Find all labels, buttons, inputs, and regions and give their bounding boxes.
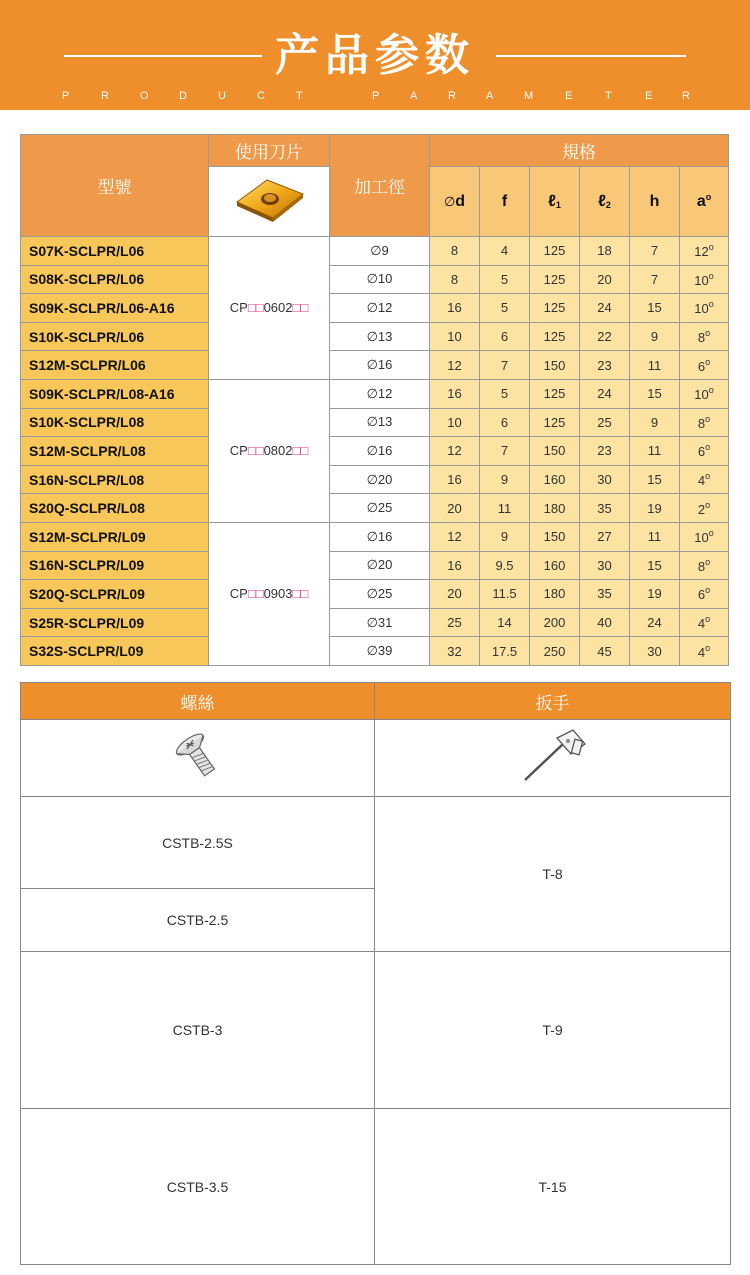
f-cell: 7 xyxy=(480,351,530,380)
spec-row xyxy=(21,608,729,637)
angle-value: 8 xyxy=(697,330,706,346)
f-cell: 4 xyxy=(480,237,530,266)
d-cell: 32 xyxy=(430,637,480,666)
h-cell: 11 xyxy=(630,351,680,380)
angle-value: 4 xyxy=(697,616,706,632)
screw-cell: CSTB-2.5S xyxy=(21,797,375,889)
angle-value: 10 xyxy=(694,272,709,288)
h-cell: 15 xyxy=(630,551,680,580)
d-cell: 12 xyxy=(430,437,480,466)
insert-placeholder-boxes: □□ xyxy=(247,300,264,316)
spec-row xyxy=(21,437,729,466)
sub-header-d-letter: d xyxy=(455,192,466,210)
f-cell: 9 xyxy=(480,465,530,494)
angle-cell xyxy=(680,237,729,266)
degree-mark: o xyxy=(705,614,711,625)
carbide-insert-icon xyxy=(229,172,309,226)
l1-cell: 125 xyxy=(530,294,580,323)
h-cell: 7 xyxy=(630,265,680,294)
degree-mark: o xyxy=(708,242,714,253)
sub-header-a-letter: a xyxy=(696,193,706,210)
spec-row xyxy=(21,494,729,523)
angle-cell xyxy=(680,551,729,580)
d-cell: 20 xyxy=(430,494,480,523)
degree-mark: o xyxy=(705,471,711,482)
bore-cell: ∅16 xyxy=(330,437,430,466)
degree-mark: o xyxy=(705,499,711,510)
banner-subtitle-letter: P xyxy=(62,90,70,102)
banner-subtitle-letter: E xyxy=(645,90,653,102)
insert-placeholder-boxes: □□ xyxy=(247,443,264,459)
model-cell: S12M-SCLPR/L09 xyxy=(21,522,209,551)
h-cell: 24 xyxy=(630,608,680,637)
f-cell: 5 xyxy=(480,265,530,294)
insert-placeholder-boxes: □□ xyxy=(292,443,309,459)
l2-cell: 35 xyxy=(580,494,630,523)
model-cell: S32S-SCLPR/L09 xyxy=(21,637,209,666)
spec-row xyxy=(21,379,729,408)
screw-cell: CSTB-2.5 xyxy=(21,889,375,952)
degree-mark: o xyxy=(705,413,711,424)
insert-code-cell xyxy=(209,522,330,665)
d-cell: 12 xyxy=(430,351,480,380)
bore-cell: ∅13 xyxy=(330,322,430,351)
sub-header-l2-sub: 2 xyxy=(605,199,611,210)
l1-cell: 125 xyxy=(530,237,580,266)
banner-subtitle-letter: C xyxy=(257,90,265,102)
wrench-image-cell xyxy=(375,720,731,797)
h-cell: 9 xyxy=(630,322,680,351)
banner-right-rule xyxy=(496,55,686,57)
f-cell: 6 xyxy=(480,408,530,437)
angle-cell xyxy=(680,608,729,637)
h-cell: 30 xyxy=(630,637,680,666)
l2-cell: 27 xyxy=(580,522,630,551)
bore-cell: ∅16 xyxy=(330,522,430,551)
l2-cell: 40 xyxy=(580,608,630,637)
angle-value: 10 xyxy=(694,301,709,317)
insert-prefix: CP xyxy=(229,586,248,602)
degree-mark: o xyxy=(708,528,714,539)
angle-cell xyxy=(680,322,729,351)
angle-cell xyxy=(680,408,729,437)
bore-cell: ∅39 xyxy=(330,637,430,666)
banner-title: 产品参数 xyxy=(275,30,475,81)
d-cell: 16 xyxy=(430,465,480,494)
col-header-model: 型號 xyxy=(21,135,209,237)
banner-subtitle-letter: O xyxy=(140,90,149,102)
d-cell: 25 xyxy=(430,608,480,637)
bore-cell: ∅16 xyxy=(330,351,430,380)
insert-prefix: CP xyxy=(229,443,248,459)
l2-cell: 18 xyxy=(580,237,630,266)
angle-value: 4 xyxy=(697,644,706,660)
l1-cell: 150 xyxy=(530,522,580,551)
product-parameter-banner xyxy=(0,0,750,110)
d-cell: 16 xyxy=(430,551,480,580)
angle-value: 2 xyxy=(697,501,706,517)
l2-cell: 45 xyxy=(580,637,630,666)
l1-cell: 125 xyxy=(530,265,580,294)
degree-mark: o xyxy=(705,328,711,339)
degree-mark: o xyxy=(708,385,714,396)
sub-header-h: h xyxy=(630,167,680,237)
h-cell: 11 xyxy=(630,437,680,466)
banner-subtitle-letter: R xyxy=(682,90,690,102)
spec-row xyxy=(21,322,729,351)
f-cell: 7 xyxy=(480,437,530,466)
screw-image-cell xyxy=(21,720,375,797)
f-cell: 11.5 xyxy=(480,580,530,609)
insert-placeholder-boxes: □□ xyxy=(292,300,309,316)
f-cell: 14 xyxy=(480,608,530,637)
banner-subtitle-letter: R xyxy=(448,90,456,102)
screw-cell: CSTB-3 xyxy=(21,952,375,1109)
screw-header: 螺絲 xyxy=(21,683,375,720)
sub-header-a xyxy=(680,167,729,237)
sub-header-f: f xyxy=(480,167,530,237)
wrench-cell: T-8 xyxy=(375,797,731,952)
angle-cell xyxy=(680,265,729,294)
bore-cell: ∅20 xyxy=(330,551,430,580)
degree-mark: o xyxy=(708,270,714,281)
model-cell: S20Q-SCLPR/L08 xyxy=(21,494,209,523)
spec-row xyxy=(21,351,729,380)
insert-code-cell xyxy=(209,379,330,522)
banner-subtitle-letter: T xyxy=(296,90,303,102)
d-cell: 8 xyxy=(430,237,480,266)
model-cell: S16N-SCLPR/L08 xyxy=(21,465,209,494)
bore-cell: ∅10 xyxy=(330,265,430,294)
h-cell: 11 xyxy=(630,522,680,551)
spec-row xyxy=(21,551,729,580)
col-header-insert: 使用刀片 xyxy=(209,135,330,167)
spec-table xyxy=(20,134,729,666)
l1-cell: 160 xyxy=(530,551,580,580)
h-cell: 19 xyxy=(630,580,680,609)
d-cell: 20 xyxy=(430,580,480,609)
screw-icon xyxy=(168,726,228,786)
spec-row xyxy=(21,580,729,609)
h-cell: 7 xyxy=(630,237,680,266)
degree-mark: o xyxy=(705,642,711,653)
bore-cell: ∅20 xyxy=(330,465,430,494)
insert-code-cell xyxy=(209,237,330,380)
degree-mark: o xyxy=(705,442,711,453)
model-cell: S08K-SCLPR/L06 xyxy=(21,265,209,294)
wrench-header: 扳手 xyxy=(375,683,731,720)
banner-subtitle-letter: R xyxy=(101,90,109,102)
spec-row xyxy=(21,237,729,266)
bore-cell: ∅12 xyxy=(330,379,430,408)
h-cell: 9 xyxy=(630,408,680,437)
sub-header-l1-sub: 1 xyxy=(555,199,561,210)
spec-row xyxy=(21,265,729,294)
l1-cell: 125 xyxy=(530,379,580,408)
degree-mark: o xyxy=(705,585,711,596)
d-cell: 16 xyxy=(430,379,480,408)
spec-row xyxy=(21,294,729,323)
sub-header-l1 xyxy=(530,167,580,237)
model-cell: S10K-SCLPR/L06 xyxy=(21,322,209,351)
sub-header-d xyxy=(430,167,480,237)
model-cell: S16N-SCLPR/L09 xyxy=(21,551,209,580)
model-cell: S25R-SCLPR/L09 xyxy=(21,608,209,637)
sub-header-l2-main: ℓ xyxy=(598,192,606,210)
banner-subtitle-letter: U xyxy=(218,90,226,102)
spec-row xyxy=(21,637,729,666)
h-cell: 19 xyxy=(630,494,680,523)
angle-value: 6 xyxy=(697,444,706,460)
l1-cell: 125 xyxy=(530,322,580,351)
f-cell: 9 xyxy=(480,522,530,551)
sub-header-l2 xyxy=(580,167,630,237)
banner-subtitle xyxy=(0,90,750,104)
d-cell: 12 xyxy=(430,522,480,551)
angle-cell xyxy=(680,522,729,551)
angle-value: 8 xyxy=(697,415,706,431)
bore-cell: ∅25 xyxy=(330,494,430,523)
angle-cell xyxy=(680,465,729,494)
h-cell: 15 xyxy=(630,379,680,408)
banner-subtitle-letter: E xyxy=(565,90,573,102)
model-cell: S10K-SCLPR/L08 xyxy=(21,408,209,437)
l2-cell: 23 xyxy=(580,437,630,466)
sub-header-a-degree: o xyxy=(705,192,712,202)
l1-cell: 250 xyxy=(530,637,580,666)
spec-row xyxy=(21,522,729,551)
l1-cell: 180 xyxy=(530,580,580,609)
l2-cell: 20 xyxy=(580,265,630,294)
angle-value: 10 xyxy=(694,387,709,403)
l2-cell: 30 xyxy=(580,551,630,580)
l1-cell: 150 xyxy=(530,437,580,466)
h-cell: 15 xyxy=(630,294,680,323)
insert-size-code: 0903 xyxy=(263,586,293,602)
degree-mark: o xyxy=(708,299,714,310)
insert-placeholder-boxes: □□ xyxy=(292,586,309,602)
spec-row xyxy=(21,465,729,494)
l2-cell: 30 xyxy=(580,465,630,494)
col-header-bore: 加工徑 xyxy=(330,135,430,237)
angle-cell xyxy=(680,494,729,523)
angle-cell xyxy=(680,379,729,408)
insert-image xyxy=(209,167,330,237)
banner-subtitle-letter: D xyxy=(179,90,187,102)
bore-cell: ∅9 xyxy=(330,237,430,266)
angle-value: 10 xyxy=(694,530,709,546)
angle-cell xyxy=(680,437,729,466)
insert-size-code: 0602 xyxy=(263,300,293,316)
accessory-table xyxy=(20,682,731,1265)
angle-cell xyxy=(680,580,729,609)
diameter-symbol: ∅ xyxy=(443,193,456,209)
l2-cell: 24 xyxy=(580,294,630,323)
angle-value: 6 xyxy=(697,587,706,603)
angle-cell xyxy=(680,637,729,666)
l2-cell: 24 xyxy=(580,379,630,408)
bore-cell: ∅13 xyxy=(330,408,430,437)
banner-subtitle-letter: M xyxy=(524,90,534,102)
f-cell: 11 xyxy=(480,494,530,523)
model-cell: S12M-SCLPR/L08 xyxy=(21,437,209,466)
banner-subtitle-letter: A xyxy=(486,90,494,102)
f-cell: 5 xyxy=(480,379,530,408)
l2-cell: 23 xyxy=(580,351,630,380)
h-cell: 15 xyxy=(630,465,680,494)
bore-cell: ∅31 xyxy=(330,608,430,637)
l1-cell: 200 xyxy=(530,608,580,637)
model-cell: S09K-SCLPR/L08-A16 xyxy=(21,379,209,408)
model-cell: S07K-SCLPR/L06 xyxy=(21,237,209,266)
l1-cell: 125 xyxy=(530,408,580,437)
wrench-cell: T-15 xyxy=(375,1109,731,1265)
angle-cell xyxy=(680,351,729,380)
angle-value: 8 xyxy=(697,558,706,574)
bore-cell: ∅25 xyxy=(330,580,430,609)
d-cell: 10 xyxy=(430,408,480,437)
f-cell: 17.5 xyxy=(480,637,530,666)
insert-size-code: 0802 xyxy=(263,443,293,459)
banner-subtitle-letter: P xyxy=(372,90,380,102)
bore-cell: ∅12 xyxy=(330,294,430,323)
banner-subtitle-letter: A xyxy=(410,90,418,102)
torx-wrench-icon xyxy=(513,726,593,786)
col-header-spec: 規格 xyxy=(430,135,729,167)
d-cell: 8 xyxy=(430,265,480,294)
l2-cell: 25 xyxy=(580,408,630,437)
f-cell: 6 xyxy=(480,322,530,351)
screw-cell: CSTB-3.5 xyxy=(21,1109,375,1265)
l2-cell: 22 xyxy=(580,322,630,351)
insert-placeholder-boxes: □□ xyxy=(247,586,264,602)
l2-cell: 35 xyxy=(580,580,630,609)
sub-header-l1-main: ℓ xyxy=(548,192,556,210)
f-cell: 9.5 xyxy=(480,551,530,580)
degree-mark: o xyxy=(705,356,711,367)
model-cell: S20Q-SCLPR/L09 xyxy=(21,580,209,609)
l1-cell: 160 xyxy=(530,465,580,494)
d-cell: 10 xyxy=(430,322,480,351)
f-cell: 5 xyxy=(480,294,530,323)
insert-prefix: CP xyxy=(229,300,248,316)
angle-value: 4 xyxy=(697,473,706,489)
wrench-cell: T-9 xyxy=(375,952,731,1109)
angle-value: 12 xyxy=(694,244,709,260)
model-cell: S09K-SCLPR/L06-A16 xyxy=(21,294,209,323)
model-cell: S12M-SCLPR/L06 xyxy=(21,351,209,380)
d-cell: 16 xyxy=(430,294,480,323)
degree-mark: o xyxy=(705,556,711,567)
angle-cell xyxy=(680,294,729,323)
l1-cell: 150 xyxy=(530,351,580,380)
l1-cell: 180 xyxy=(530,494,580,523)
spec-row xyxy=(21,408,729,437)
angle-value: 6 xyxy=(697,358,706,374)
banner-subtitle-letter: T xyxy=(605,90,612,102)
